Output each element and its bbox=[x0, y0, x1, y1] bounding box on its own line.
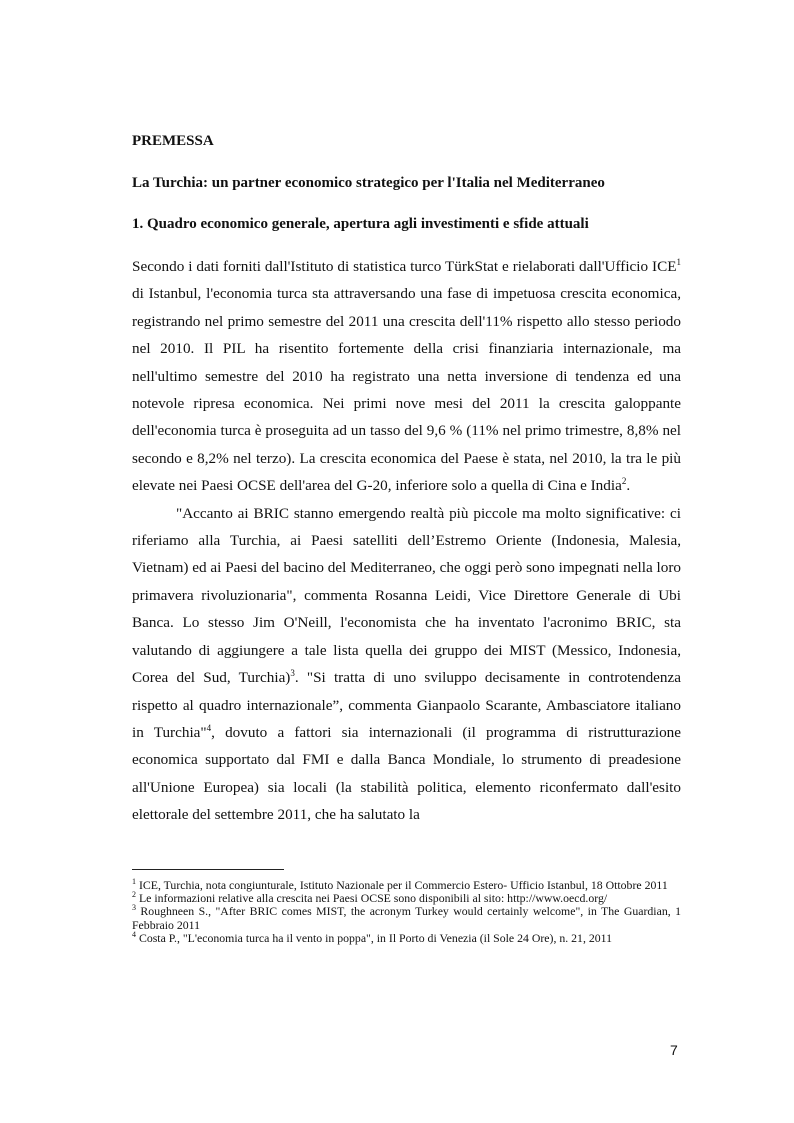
footnote-4-text: Costa P., "L'economia turca ha il vento in poppa", in Il Porto di Venezia (il Sole 24 Ore), n. 21, 2011 bbox=[136, 930, 613, 945]
paragraph-1-part-a: Secondo i dati forniti dall'Istituto di statistica turco TürkStat e rielaborati dall'Ufficio ICE bbox=[132, 258, 677, 275]
section-heading: 1. Quadro economico generale, apertura agli investimenti e sfide attuali bbox=[132, 216, 589, 232]
footnote-3 bbox=[132, 905, 681, 931]
footnote-ref-2: 2 bbox=[621, 476, 627, 487]
paragraph-1-part-c: . bbox=[626, 477, 631, 495]
footnote-2-number: 2 bbox=[132, 890, 136, 900]
paragraph-2-part-b: . "Si tratta di uno sviluppo decisamente in controtendenza rispetto al quadro internazionale”, commenta Gianpaolo Scarante, Ambasciatore italiano in Turchia" bbox=[132, 669, 681, 741]
footnote-4 bbox=[132, 929, 681, 945]
page-number: 7 bbox=[670, 1042, 678, 1058]
footnote-ref-1: 1 bbox=[676, 256, 681, 267]
footnote-2-text: Le informazioni relative alla crescita nei Paesi OCSE sono disponibili al sito: http://www.oecd.org/ bbox=[136, 891, 608, 906]
paragraph-1-part-b: di Istanbul, l'economia turca sta attraversando una fase di impetuosa crescita economica, registrando nel primo semestre del 2011 una crescita dell'11% rispetto allo stesso periodo nel 2010. Il PIL ha risentito fortemente della crisi finanziaria internazionale, ma nell'ultimo semestre del 2010 ha registrato una netta inversione di tendenza ed una notevole ripresa economica. Nei primi nove mesi del 2011 la crescita galoppante dell'economia turca è proseguita ad un tasso del 9,6 % (11% nel primo trimestre, 8,8% nel secondo e 8,2% nel terzo). La crescita economica del Paese è stata, nel 2010, la tra le più elevate nei Paesi OCSE dell'area del G-20, inferiore solo a quella di Cina e India bbox=[132, 285, 681, 495]
footnote-divider bbox=[132, 869, 284, 870]
footnote-3-number: 3 bbox=[132, 903, 136, 913]
paragraph-2-part-a: "Accanto ai BRIC stanno emergendo realtà più piccole ma molto significative: ci riferiamo alla Turchia, ai Paesi satelliti dell’Estremo Oriente (Indonesia, Malesia, Vietnam) ed ai Paesi del bacino del Mediterraneo, che oggi però sono impegnati nella loro primavera rivoluzionaria", commenta Rosanna Leidi, Vice Direttore Generale di Ubi Banca. Lo stesso Jim O'Neill, l'economista che ha inventato l'acronimo BRIC, sta valutando di aggiungere a tale lista quella dei gruppo dei MIST (Messico, Indonesia, Corea del Sud, Turchia) bbox=[132, 504, 681, 687]
footnote-4-number: 4 bbox=[132, 929, 136, 939]
premessa-heading: PREMESSA bbox=[132, 133, 214, 149]
paragraph-2 bbox=[132, 500, 681, 829]
footnote-ref-3: 3 bbox=[290, 668, 295, 679]
paragraph-2-part-c: , dovuto a fattori sia internazionali (il programma di ristrutturazione economica supportato dal FMI e dalla Banca Mondiale, lo strumento di preadesione all'Unione Europea) sia locali (la stabilità politica, elemento riconfermato dall'esito elettorale del settembre 2011, che ha salutato la bbox=[132, 723, 681, 824]
footnote-1-text: ICE, Turchia, nota congiunturale, Istituto Nazionale per il Commercio Estero- Ufficio Istanbul, 18 Ottobre 2011 bbox=[136, 878, 668, 892]
footnote-ref-4: 4 bbox=[206, 722, 212, 733]
footnote-3-text: Roughneen S., "After BRIC comes MIST, the acronym Turkey would certainly welcome", in The Guardian, 1 Febbraio 2011 bbox=[132, 904, 681, 932]
footnote-1-number: 1 bbox=[132, 877, 136, 887]
paragraph-1 bbox=[132, 253, 681, 500]
footnotes bbox=[132, 879, 681, 945]
body-text bbox=[132, 253, 681, 829]
chapter-subtitle: La Turchia: un partner economico strategico per l'Italia nel Mediterraneo bbox=[132, 175, 605, 191]
